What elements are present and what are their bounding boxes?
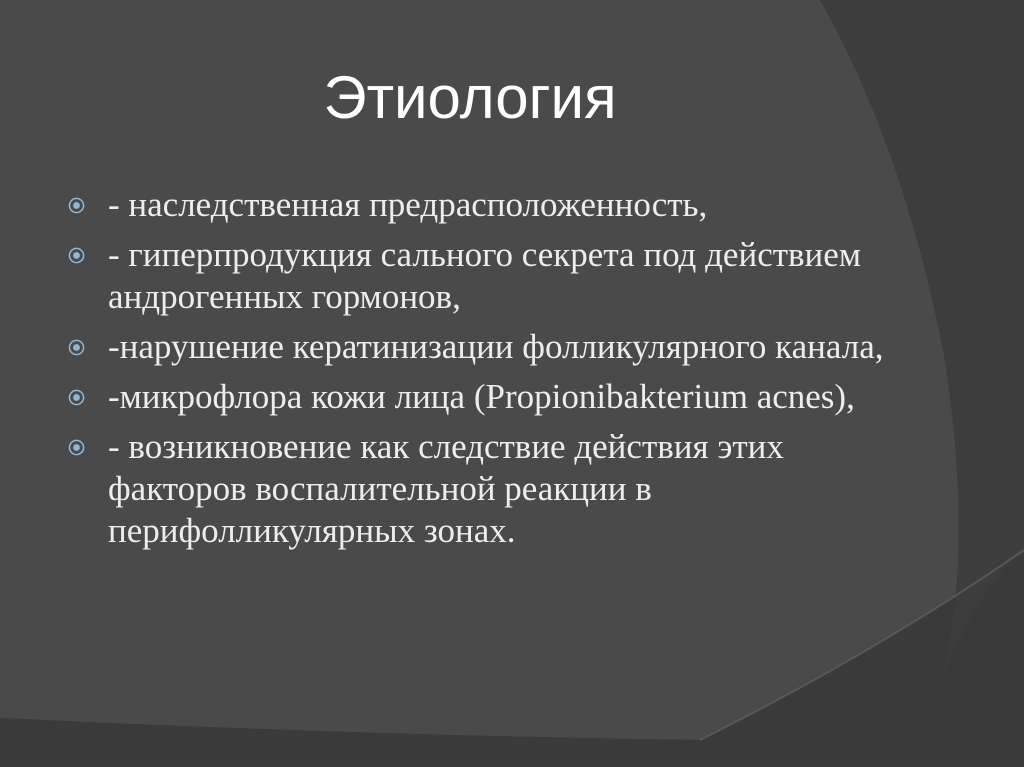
bullet-text: -нарушение кератинизации фолликулярного канала, xyxy=(108,327,884,366)
circled-dot-bullet-icon xyxy=(68,197,85,214)
bullet-text: - наследственная предрасположенность, xyxy=(108,185,708,224)
bullet-item xyxy=(68,426,888,552)
bullet-item xyxy=(68,376,888,418)
bullet-text: -микрофлора кожи лица (Propionibakterium acnes), xyxy=(108,377,855,416)
bullet-item xyxy=(68,234,888,318)
slide-title: Этиология xyxy=(323,64,617,131)
bullet-item xyxy=(68,184,888,226)
circled-dot-bullet-icon xyxy=(68,389,85,406)
bullet-list xyxy=(68,184,888,560)
circled-dot-bullet-icon xyxy=(68,247,85,264)
circled-dot-bullet-icon xyxy=(68,339,85,356)
bullet-text: - возникновение как следствие действия этих факторов воспалительной реакции в перифолликулярных зонах. xyxy=(108,427,784,550)
bullet-text: - гиперпродукция сального секрета под действием андрогенных гормонов, xyxy=(108,235,861,316)
circled-dot-bullet-icon xyxy=(68,439,85,456)
bullet-item xyxy=(68,326,888,368)
